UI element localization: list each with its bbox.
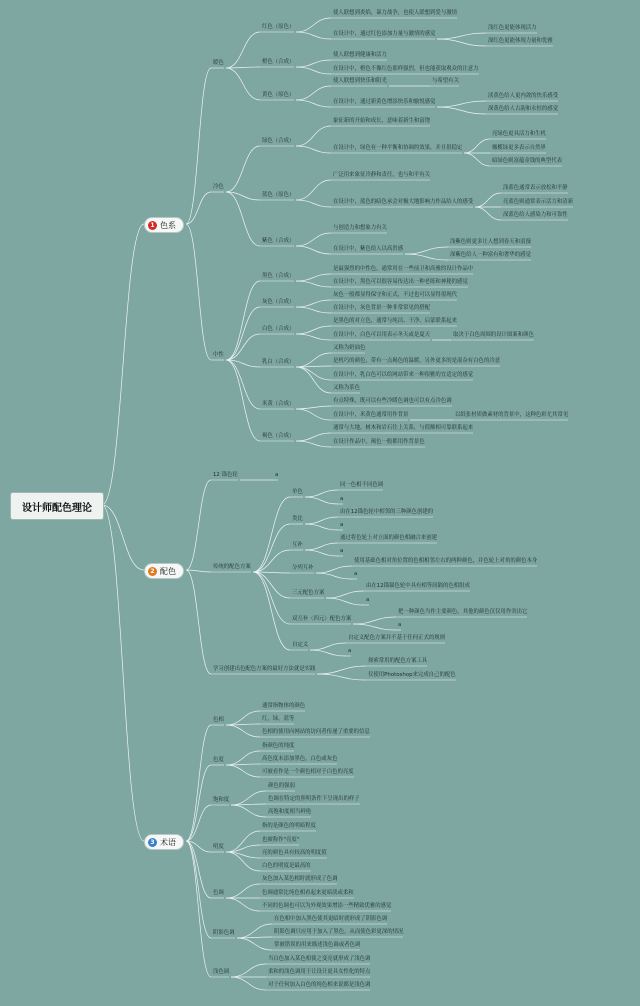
topic-node[interactable]: 在设计中，蓝色的暗色承会对极大地影响力作品给人的感受 bbox=[333, 199, 474, 205]
topic-node[interactable]: 阴影色调 bbox=[213, 930, 235, 936]
branch-connector bbox=[305, 490, 338, 497]
branch-connector bbox=[305, 543, 338, 550]
topic-node[interactable]: 亮的颜色具有较高的明度值 bbox=[262, 850, 327, 856]
topic-node[interactable]: a bbox=[398, 622, 402, 628]
branch-connector bbox=[305, 497, 338, 504]
branch-connector bbox=[226, 884, 260, 898]
topic-node[interactable]: 是黑色的对立色，通常与纯洁、干净、启蒙联系起来 bbox=[333, 318, 457, 324]
topic-node[interactable]: 灰色加入某色相时就形成了色调 bbox=[262, 876, 338, 882]
branch-connector bbox=[226, 751, 260, 765]
topic-node[interactable]: 黄色（原色） bbox=[262, 92, 295, 98]
branch-connector bbox=[310, 650, 346, 656]
topic-node[interactable]: 白色的明度是最高的 bbox=[262, 863, 311, 869]
topic-node[interactable]: 是最强烈的中性色，通常用在一些前卫和高雅的设计作品中 bbox=[333, 266, 474, 272]
topic-node[interactable]: a bbox=[354, 571, 358, 577]
topic-node[interactable]: 在设计作品中，褐色一般都用作背景色 bbox=[333, 439, 425, 445]
branch-connector bbox=[296, 441, 331, 447]
topic-node[interactable]: 深红色更能体现力量和优雅 bbox=[488, 38, 553, 44]
branch-matching[interactable] bbox=[144, 563, 184, 579]
topic-node[interactable]: 又称为奶油色 bbox=[333, 345, 366, 351]
branch-connector bbox=[186, 68, 211, 224]
topic-node[interactable]: 可被看作是一个颜色相对于白色的亮度 bbox=[262, 769, 354, 775]
topic-node[interactable]: 亮绿色更具活力和生机 bbox=[492, 131, 546, 137]
topic-node[interactable]: 同一色相不同色调 bbox=[340, 482, 384, 488]
topic-node[interactable]: 也被称作"亮度" bbox=[262, 837, 300, 843]
topic-node[interactable]: 灰色一般都显得保守和正式，不过也可以显得很现代 bbox=[333, 292, 457, 298]
topic-node[interactable]: 12 锚色轮 bbox=[213, 472, 238, 478]
branch-connector bbox=[405, 247, 448, 254]
topic-node[interactable]: 探索常用的配色方案工具 bbox=[368, 658, 428, 664]
branch-connector bbox=[464, 139, 490, 153]
branch-connector bbox=[317, 666, 366, 674]
branch-connector bbox=[475, 193, 501, 207]
topic-node[interactable]: 颜色的强弱 bbox=[268, 783, 295, 789]
topic-node[interactable]: 在设计中，通过新黄色增添快乐和愉悦感觉 bbox=[333, 99, 436, 105]
topic-node[interactable]: 使人联想到健康和活力 bbox=[333, 52, 387, 58]
branch-connector bbox=[296, 200, 331, 207]
topic-node[interactable]: 在设计中，紫色给人以高贵感 bbox=[333, 246, 404, 252]
branch-connector bbox=[296, 433, 331, 441]
topic-node[interactable]: 互补 bbox=[292, 542, 303, 548]
branch-label: 配色 bbox=[160, 566, 176, 576]
topic-node[interactable]: 三元配色方案 bbox=[292, 590, 325, 596]
topic-node[interactable]: 指的是颜色的明暗程度 bbox=[262, 823, 316, 829]
branch-terms[interactable] bbox=[144, 834, 184, 850]
branch-connector bbox=[226, 898, 260, 911]
topic-node[interactable]: 浅紫色则更多让人想到春天和浪漫 bbox=[450, 239, 531, 245]
topic-node[interactable]: 使用基础色相对角位置的色相相邻左右的两种颜色，并色轮上对角的颜色本身 bbox=[354, 558, 538, 564]
topic-node[interactable]: a bbox=[275, 472, 279, 478]
branch-connector bbox=[226, 307, 260, 360]
branch-connector bbox=[226, 281, 260, 360]
branch-connector bbox=[231, 805, 266, 817]
topic-node[interactable]: 类比 bbox=[292, 516, 303, 522]
topic-node[interactable]: 仅使用Photoshop来完成自己的配色 bbox=[368, 672, 456, 678]
topic-node[interactable]: 由在12锚锚色轮中具有相等间隔的色相组成 bbox=[366, 583, 470, 589]
topic-node[interactable]: 把一种颜色当作主要颜色，其他的颜色仅仅用作突出它 bbox=[398, 609, 528, 615]
topic-node[interactable]: 冷色 bbox=[213, 184, 224, 190]
branch-connector bbox=[305, 550, 338, 556]
branch-connector bbox=[405, 254, 448, 260]
branch-number-badge: 2 bbox=[148, 567, 157, 576]
branch-connector bbox=[305, 524, 338, 530]
topic-node[interactable]: 紫色（合成） bbox=[262, 238, 295, 244]
topic-node[interactable]: 在设计中，通过红色添加力量与激情的感觉 bbox=[333, 31, 436, 37]
root-node[interactable]: 设计师配色理论 bbox=[10, 492, 104, 520]
topic-node[interactable]: 在设计中，黑色可以很容易传达出一种老练和神秘的感觉 bbox=[333, 279, 468, 285]
branch-connector bbox=[226, 32, 260, 68]
topic-node[interactable]: 是机巧的颜色，带有一点褐色的温暖，另外更多的是湿杂有白色的冷意 bbox=[333, 358, 501, 364]
branch-connector bbox=[237, 924, 272, 938]
branch-connector bbox=[353, 617, 396, 624]
topic-node[interactable]: 与希望有关 bbox=[432, 78, 459, 84]
topic-node[interactable]: 与创造力和想象力有关 bbox=[333, 225, 387, 231]
branch-connector bbox=[226, 67, 260, 68]
topic-node[interactable]: 色调通常比纯色相看起来更暗淡或柔和 bbox=[262, 890, 354, 896]
branch-connector bbox=[296, 126, 331, 146]
topic-node[interactable]: a bbox=[348, 648, 352, 654]
topic-node[interactable]: 以纸张材质做素材的背景中，这种色彩尤其常见 bbox=[455, 412, 569, 418]
topic-node[interactable]: 使人联想到炎焰，暴力战争，也使人联想到爱与激情 bbox=[333, 10, 457, 16]
root-connector bbox=[102, 505, 144, 841]
branch-connector bbox=[464, 153, 490, 166]
topic-node[interactable]: 自定义 bbox=[292, 642, 309, 648]
branch-connector bbox=[186, 765, 211, 841]
topic-node[interactable]: 在设计中，灰色背景一种非常常见的搭配 bbox=[333, 305, 431, 311]
topic-node[interactable]: 深蓝色给人感染力和可靠性 bbox=[503, 212, 568, 218]
topic-node[interactable]: 通过将色轮上对立面的颜色相融合来创建 bbox=[340, 535, 438, 541]
root-connector bbox=[102, 224, 144, 505]
branch-connector bbox=[226, 360, 260, 441]
branch-connector bbox=[226, 765, 260, 777]
branch-connector bbox=[296, 86, 331, 100]
topic-node[interactable]: 阴影色调只应用于加入了黑色，从而使色彩更深的情况 bbox=[274, 929, 404, 935]
topic-node[interactable]: 明度 bbox=[213, 844, 224, 850]
topic-node[interactable]: 在设计中，米黄色通常用作背景 bbox=[333, 412, 409, 418]
topic-node[interactable]: 红色（原色） bbox=[262, 24, 295, 30]
branch-connector bbox=[253, 572, 290, 624]
topic-node[interactable]: 高色度未添加黑色，白色或灰色 bbox=[262, 756, 338, 762]
topic-node[interactable]: 当白色加入某色相使之变亮就形成了浅色调 bbox=[268, 956, 371, 962]
topic-node[interactable]: 饱和度 bbox=[213, 797, 230, 803]
branch-connector bbox=[226, 725, 260, 737]
branch-connector bbox=[296, 307, 331, 313]
topic-node[interactable]: 浅红色更能体现活力 bbox=[488, 25, 537, 31]
branch-number-badge: 1 bbox=[148, 221, 157, 230]
topic-node[interactable]: 浅蓝色通常表示放松和平静 bbox=[503, 185, 568, 191]
branch-connector bbox=[231, 964, 266, 977]
branch-connector bbox=[186, 841, 211, 977]
topic-node[interactable]: 在设计中，橙色不像红色那样强烈，但也能获取观众的注意力 bbox=[333, 66, 479, 72]
topic-node[interactable]: 黑色（合成） bbox=[262, 273, 295, 279]
branch-connector bbox=[437, 101, 486, 107]
topic-node[interactable]: 褐色（合成） bbox=[262, 433, 295, 439]
topic-node[interactable]: 米黄（合成） bbox=[262, 401, 295, 407]
topic-node[interactable]: 使人联想到快乐和阳光 bbox=[333, 78, 387, 84]
topic-node[interactable]: a bbox=[340, 548, 344, 554]
branch-number-badge: 3 bbox=[148, 838, 157, 847]
topic-node[interactable]: 暗绿色则富蕴金钱的典型代表 bbox=[492, 158, 563, 164]
topic-node[interactable]: 白色（合成） bbox=[262, 326, 295, 332]
topic-node[interactable]: 广泛用来象征冷静和责任，也与和平有关 bbox=[333, 172, 431, 178]
topic-node[interactable]: 传统的配色方案 bbox=[213, 564, 251, 570]
topic-node[interactable]: 色调 bbox=[213, 890, 224, 896]
branch-connector bbox=[296, 246, 331, 254]
topic-node[interactable]: 指颜色的纯度 bbox=[262, 743, 295, 749]
topic-node[interactable]: 蓝色（原色） bbox=[262, 192, 295, 198]
topic-node[interactable]: a bbox=[366, 597, 370, 603]
topic-node[interactable]: 高饱和度相当鲜艳 bbox=[268, 809, 312, 815]
topic-node[interactable]: 通常指物体的颜色 bbox=[262, 703, 306, 709]
branch-connector bbox=[296, 32, 331, 39]
branch-connector bbox=[226, 68, 260, 100]
topic-node[interactable]: 深紫色给人一种富有和奢华的感觉 bbox=[450, 252, 531, 258]
topic-node[interactable]: 分列互补 bbox=[292, 565, 314, 571]
branch-connector bbox=[296, 406, 331, 409]
branch-connector bbox=[296, 326, 331, 334]
branch-connector bbox=[305, 517, 338, 524]
topic-node[interactable]: 在色相中加入黑色使其更暗时就形成了阴影色调 bbox=[274, 916, 388, 922]
topic-node[interactable]: 在设计中，绿色有一种平衡和协调的效果，并且很稳定 bbox=[333, 145, 463, 151]
branch-connector bbox=[296, 67, 331, 74]
topic-node[interactable]: 学习创建出色配色方案的最好方法就是实践 bbox=[213, 666, 316, 672]
branch-connector bbox=[437, 39, 486, 46]
topic-node[interactable]: 中性 bbox=[213, 352, 224, 358]
topic-node[interactable]: 不同的色调也可以为外观效果增添一些精致优雅的感觉 bbox=[262, 903, 392, 909]
topic-node[interactable]: 柔和的浅色调用于让设计更具女性化的特点 bbox=[268, 969, 371, 975]
branch-connector bbox=[186, 805, 211, 841]
branch-connector bbox=[317, 674, 366, 680]
topic-node[interactable]: 色相的使用向网站的访问者传递了重要的信息 bbox=[262, 729, 370, 735]
branch-connector bbox=[296, 274, 331, 281]
topic-node[interactable]: 淡黄色给人更内敛的快乐感受 bbox=[488, 93, 559, 99]
topic-node[interactable]: a bbox=[340, 522, 344, 528]
branch-connector bbox=[186, 841, 211, 938]
branch-connector bbox=[296, 367, 331, 380]
topic-node[interactable]: 深黄色给人古韵和永恒的感觉 bbox=[488, 106, 559, 112]
branch-connector bbox=[226, 334, 260, 360]
branch-connector bbox=[226, 360, 260, 367]
topic-node[interactable]: 自定义配色方案并不基于任何正式的规则 bbox=[348, 635, 446, 641]
topic-node[interactable]: 橙色（合成） bbox=[262, 59, 295, 65]
branch-connector bbox=[186, 480, 211, 570]
branch-connector bbox=[296, 233, 331, 246]
topic-node[interactable]: 色度 bbox=[213, 757, 224, 763]
branch-connector bbox=[296, 409, 331, 420]
branch-connector bbox=[296, 334, 331, 340]
branch-connector bbox=[437, 107, 486, 114]
branch-connector bbox=[231, 791, 266, 805]
topic-node[interactable]: 灰色（合成） bbox=[262, 299, 295, 305]
branch-label: 术语 bbox=[160, 837, 176, 847]
branch-connector bbox=[296, 281, 331, 287]
branch-connector bbox=[237, 938, 272, 950]
topic-node[interactable]: 象征新的开始和成长，意味着新生和富饶 bbox=[333, 118, 431, 124]
branch-connector bbox=[186, 224, 211, 360]
topic-node[interactable]: 对于任何加入白色的纯色相来说都是浅色调 bbox=[268, 982, 371, 988]
topic-node[interactable]: 取决于白色周围的设计图案和颜色 bbox=[453, 332, 534, 338]
topic-node[interactable]: 通常与大地，树木和岩石往上关系，与值额相可靠联系起来 bbox=[333, 425, 474, 431]
topic-node[interactable]: 红，绿，蓝等 bbox=[262, 716, 295, 722]
branch-connector bbox=[296, 300, 331, 307]
root-connector bbox=[102, 505, 144, 570]
branch-connector bbox=[296, 146, 331, 153]
topic-node[interactable]: 绿色（合成） bbox=[262, 138, 295, 144]
topic-node[interactable]: 色相 bbox=[213, 717, 224, 723]
branch-connector bbox=[296, 367, 331, 393]
branch-connector bbox=[296, 60, 331, 67]
topic-node[interactable]: 在设计中，乳白色可以给网站带来一种很雅的宜适定的感觉 bbox=[333, 372, 474, 378]
branch-connector bbox=[186, 570, 211, 674]
branch-connector bbox=[316, 566, 352, 573]
topic-node[interactable]: 亮蓝色则通常表示活力和清新 bbox=[503, 199, 574, 205]
branch-connector bbox=[296, 18, 331, 32]
topic-node[interactable]: 单色 bbox=[292, 489, 303, 495]
branch-connector bbox=[226, 711, 260, 725]
branch-connector bbox=[226, 192, 260, 200]
branch-connector bbox=[326, 591, 364, 598]
branch-connector bbox=[253, 550, 290, 572]
topic-node[interactable]: 又称为茶色 bbox=[333, 385, 360, 391]
topic-node[interactable]: 乳白（合成） bbox=[262, 359, 295, 365]
topic-node[interactable]: 有点特殊，既可以有些冷暖色调也可以有点冷色调 bbox=[333, 398, 452, 404]
topic-node[interactable]: 暖色 bbox=[213, 60, 224, 66]
topic-node[interactable]: 由在12锚色轮中相邻的三种颜色创建的 bbox=[340, 509, 434, 515]
branch-connector bbox=[326, 598, 364, 605]
branch-connector bbox=[475, 207, 501, 220]
branch-connector bbox=[296, 180, 331, 200]
branch-connector bbox=[296, 353, 331, 367]
branch-connector bbox=[353, 624, 396, 630]
branch-connector bbox=[310, 643, 346, 650]
branch-connector bbox=[186, 570, 211, 572]
branch-connector bbox=[226, 192, 260, 246]
branch-connector bbox=[226, 146, 260, 192]
branch-colors[interactable] bbox=[144, 217, 184, 233]
branch-connector bbox=[316, 573, 352, 579]
branch-connector bbox=[437, 33, 486, 39]
branch-connector bbox=[253, 572, 290, 598]
branch-connector bbox=[253, 524, 290, 572]
branch-label: 色系 bbox=[160, 220, 176, 230]
branch-connector bbox=[253, 572, 290, 650]
branch-connector bbox=[296, 100, 331, 107]
topic-node[interactable]: 双互补（四元）配色方案 bbox=[292, 616, 352, 622]
topic-node[interactable]: 色调在特定的照明条件下呈现出的样子 bbox=[268, 796, 360, 802]
topic-node[interactable]: 常被错误的用来描述浅色调或者色调 bbox=[274, 942, 361, 948]
topic-node[interactable]: 在设计中，白色可以用表示冬天或是夏天 bbox=[333, 332, 431, 338]
topic-node[interactable]: 橄榄绿更多表示自然界 bbox=[492, 145, 546, 151]
branch-connector bbox=[231, 977, 266, 990]
topic-node[interactable]: 浅色调 bbox=[213, 969, 230, 975]
topic-node[interactable]: a bbox=[340, 496, 344, 502]
